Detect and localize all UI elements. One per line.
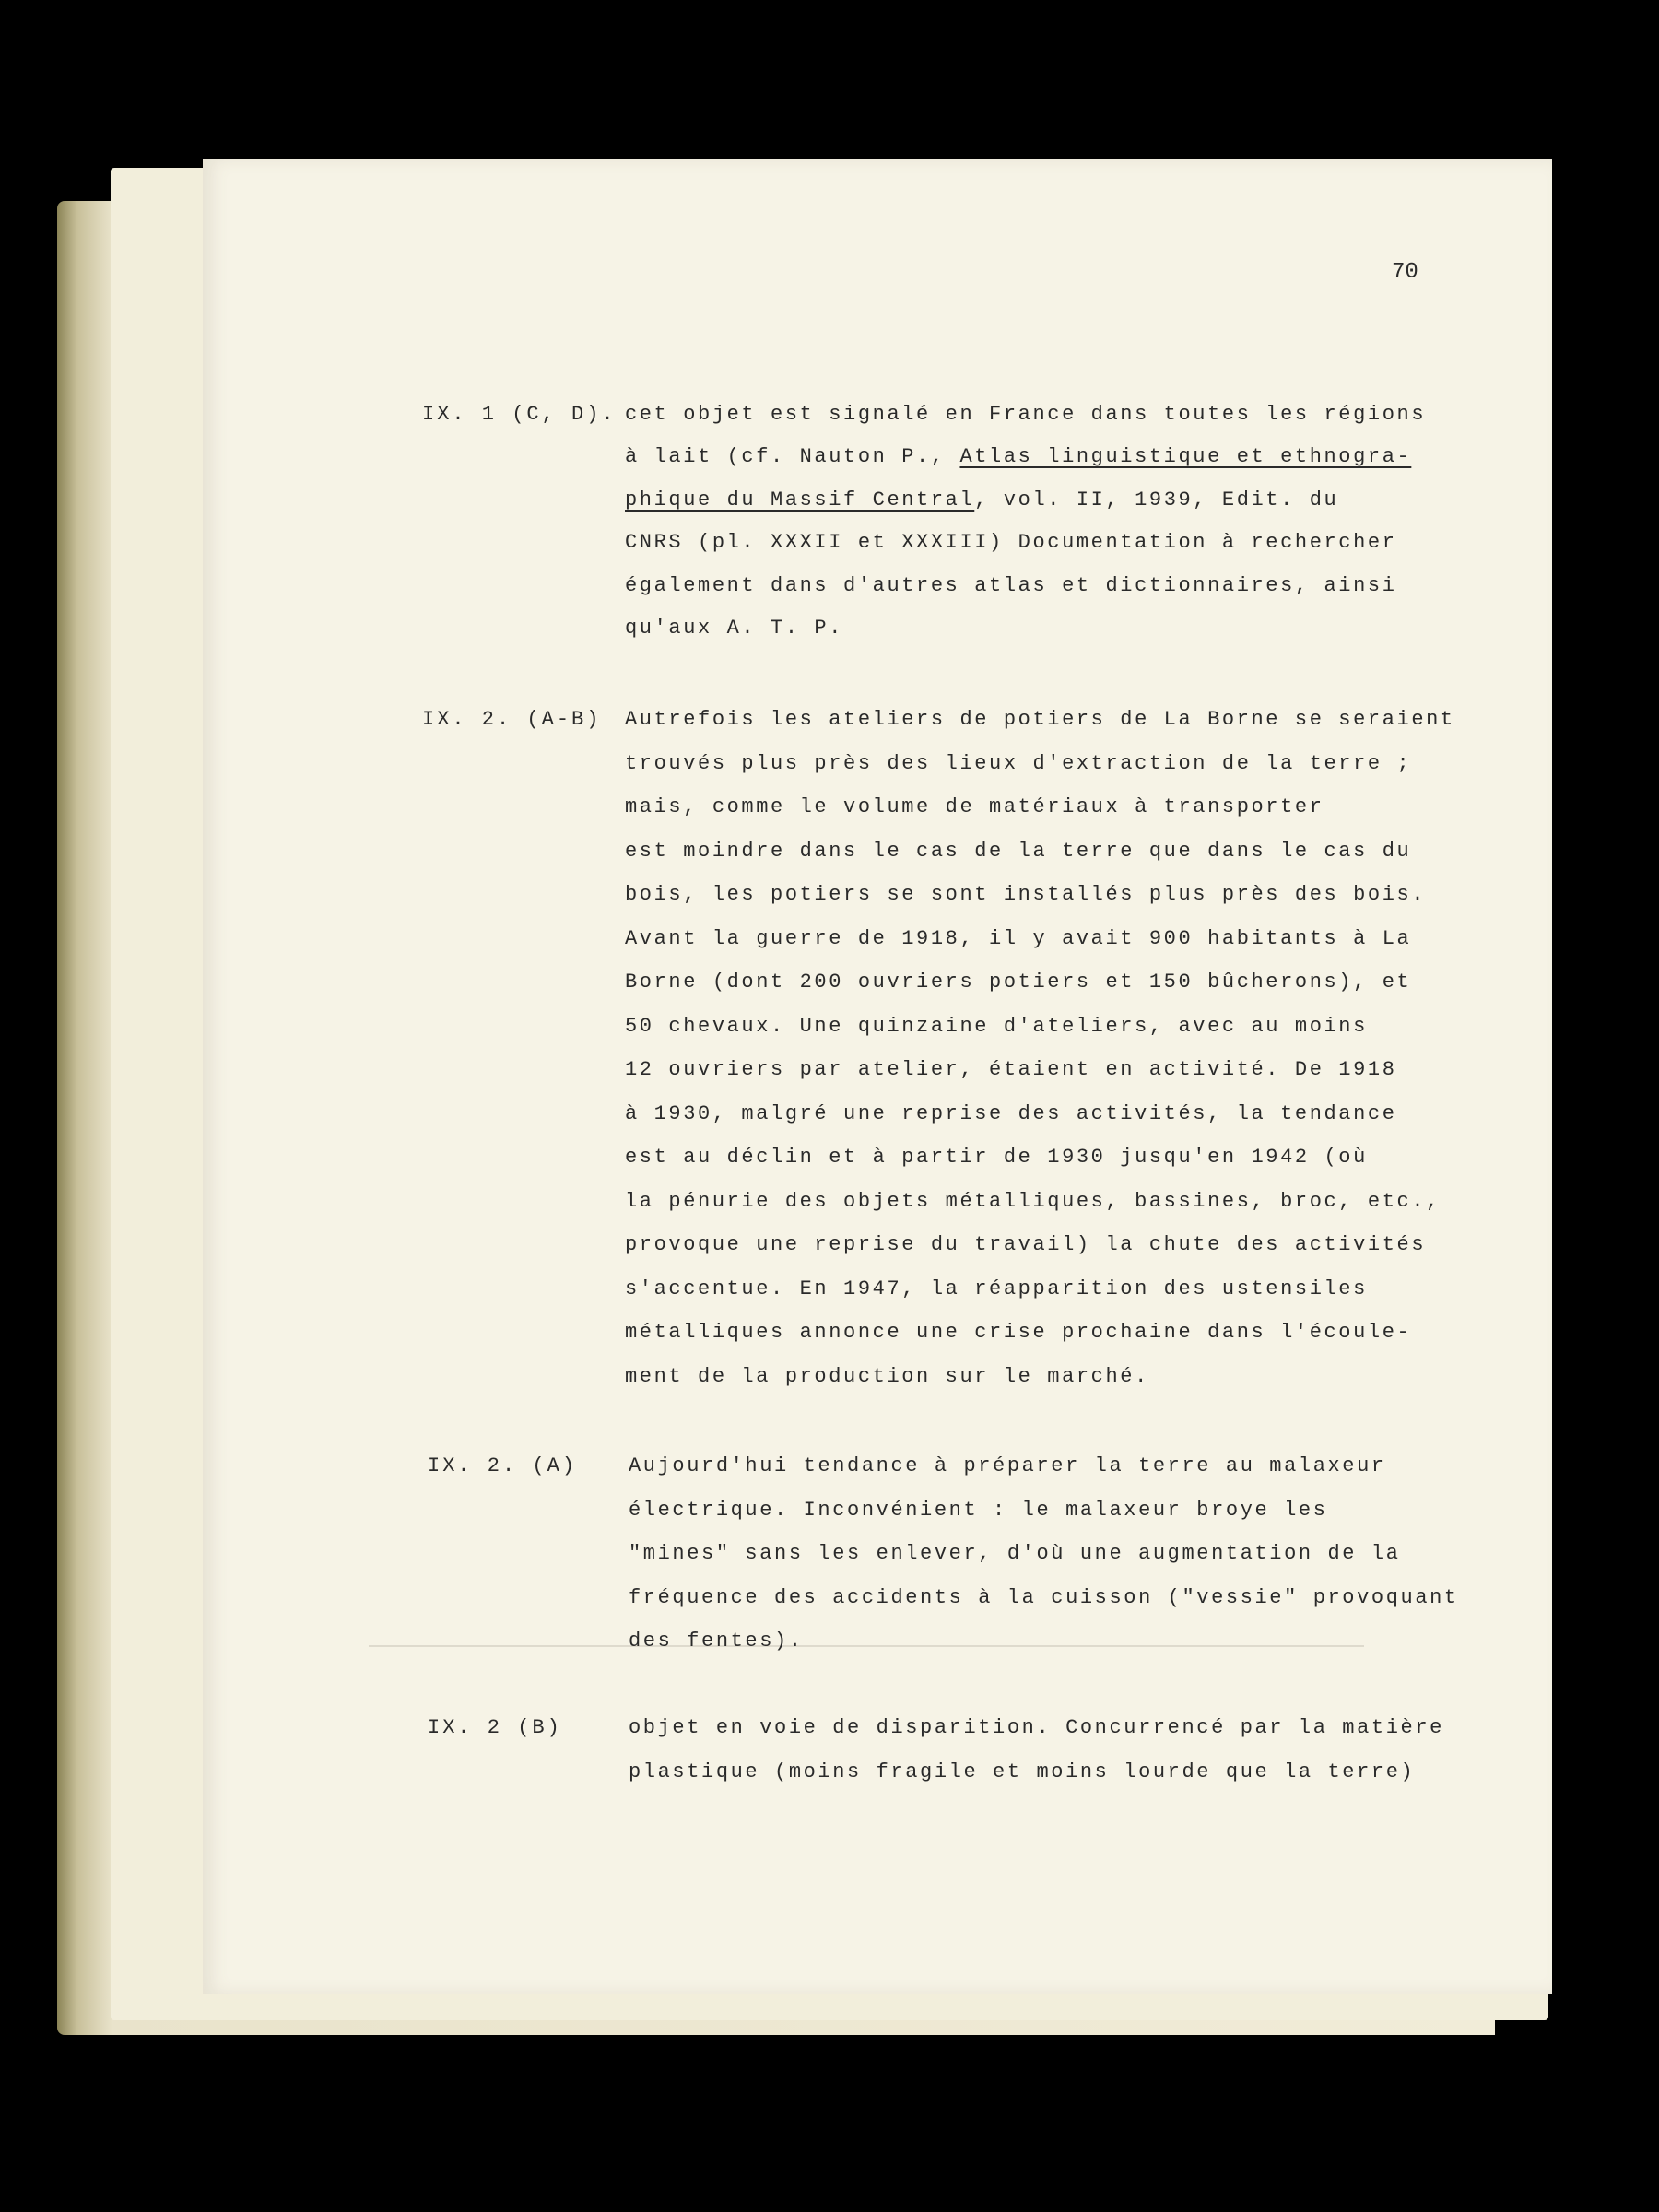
text-segment: fréquence des accidents à la cuisson ("vessie" provoquant — [629, 1585, 1459, 1609]
text-segment: Borne (dont 200 ouvriers potiers et 150 bûcherons), et — [625, 971, 1412, 994]
entry-text-line — [625, 1321, 1411, 1344]
entry-text-line — [629, 1586, 1459, 1609]
text-segment: s'accentue. En 1947, la réapparition des ustensiles — [625, 1277, 1368, 1300]
entry-text-line — [629, 1760, 1415, 1783]
text-segment: des fentes). — [629, 1630, 804, 1653]
entry-text-line — [625, 1058, 1397, 1081]
entry-label: IX. 2. (A-B) — [422, 708, 602, 731]
entry-text-line — [625, 531, 1397, 554]
text-segment: Avant la guerre de 1918, il y avait 900 habitants à La — [625, 926, 1412, 950]
entry-text-line — [625, 1015, 1368, 1038]
text-segment: bois, les potiers se sont installés plus près des bois. — [625, 883, 1427, 906]
entry-text-line — [629, 1630, 804, 1653]
entry-text-line — [625, 840, 1411, 863]
underlined-title: phique du Massif Central — [625, 488, 975, 512]
text-segment: électrique. Inconvénient : le malaxeur broye les — [629, 1498, 1328, 1522]
entry-text-line — [625, 971, 1411, 994]
text-segment: mais, comme le volume de matériaux à transporter — [625, 795, 1324, 818]
text-segment: provoque une reprise du travail) la chute des activités — [625, 1233, 1427, 1256]
entry-text-line — [629, 1499, 1328, 1522]
entry-text-line — [629, 1454, 1386, 1477]
text-segment: qu'aux A. T. P. — [625, 617, 844, 640]
text-segment: trouvés plus près des lieux d'extraction de la terre ; — [625, 751, 1412, 775]
entry-text-line — [625, 1277, 1368, 1300]
entry-text-line — [625, 617, 843, 640]
entry-text-line — [629, 1542, 1401, 1565]
entry-text-line — [625, 403, 1426, 426]
text-segment: également dans d'autres atlas et dictionnaires, ainsi — [625, 573, 1397, 597]
text-segment: est au déclin et à partir de 1930 jusqu'en 1942 (où — [625, 1146, 1368, 1169]
text-segment: plastique (moins fragile et moins lourde que la terre) — [629, 1759, 1416, 1783]
text-segment: ment de la production sur le marché. — [625, 1364, 1149, 1388]
text-segment: la pénurie des objets métalliques, bassines, broc, etc., — [625, 1189, 1441, 1213]
text-segment: Autrefois les ateliers de potiers de La Borne se seraient — [625, 708, 1455, 731]
text-segment: à 1930, malgré une reprise des activités, la tendance — [625, 1101, 1397, 1125]
text-segment: objet en voie de disparition. Concurrencé par la matière — [629, 1716, 1444, 1739]
entry-text-line — [625, 752, 1411, 775]
entry-label: IX. 1 (C, D). — [422, 403, 617, 426]
text-segment: à lait (cf. Nauton P., — [625, 445, 960, 469]
entry-text-line — [625, 1146, 1368, 1169]
entry-label: IX. 2. (A) — [428, 1454, 578, 1477]
entry-text-line — [625, 1365, 1149, 1388]
underlined-title: Atlas linguistique et ethnogra- — [959, 445, 1412, 469]
entry-text-line — [629, 1716, 1444, 1739]
entry-text-line — [625, 927, 1411, 950]
text-segment: , vol. II, 1939, Edit. du — [974, 488, 1339, 512]
entry-text-line — [625, 488, 1338, 512]
entry-text-line — [625, 574, 1397, 597]
entry-text-line — [625, 1190, 1441, 1213]
text-segment: CNRS (pl. XXXII et XXXIII) Documentation à rechercher — [625, 531, 1397, 555]
bleed-through-rule — [369, 1645, 1364, 1647]
text-segment: est moindre dans le cas de la terre que dans le cas du — [625, 839, 1412, 863]
entry-label: IX. 2 (B) — [428, 1716, 562, 1739]
text-segment: Aujourd'hui tendance à préparer la terre au malaxeur — [629, 1454, 1386, 1477]
entry-text-line — [625, 1102, 1397, 1125]
entry-text-line — [625, 445, 1411, 468]
entry-text-line — [625, 883, 1426, 906]
page-number: 70 — [1392, 260, 1418, 285]
entry-text-line — [625, 1233, 1426, 1256]
text-segment: métalliques annonce une crise prochaine dans l'écoule- — [625, 1321, 1412, 1344]
entry-text-line — [625, 795, 1324, 818]
entry-text-line — [625, 708, 1455, 731]
text-segment: 50 chevaux. Une quinzaine d'ateliers, avec au moins — [625, 1014, 1368, 1038]
text-segment: cet objet est signalé en France dans toutes les régions — [625, 403, 1427, 426]
text-segment: "mines" sans les enlever, d'où une augmentation de la — [629, 1542, 1401, 1565]
text-segment: 12 ouvriers par atelier, étaient en activité. De 1918 — [625, 1058, 1397, 1081]
